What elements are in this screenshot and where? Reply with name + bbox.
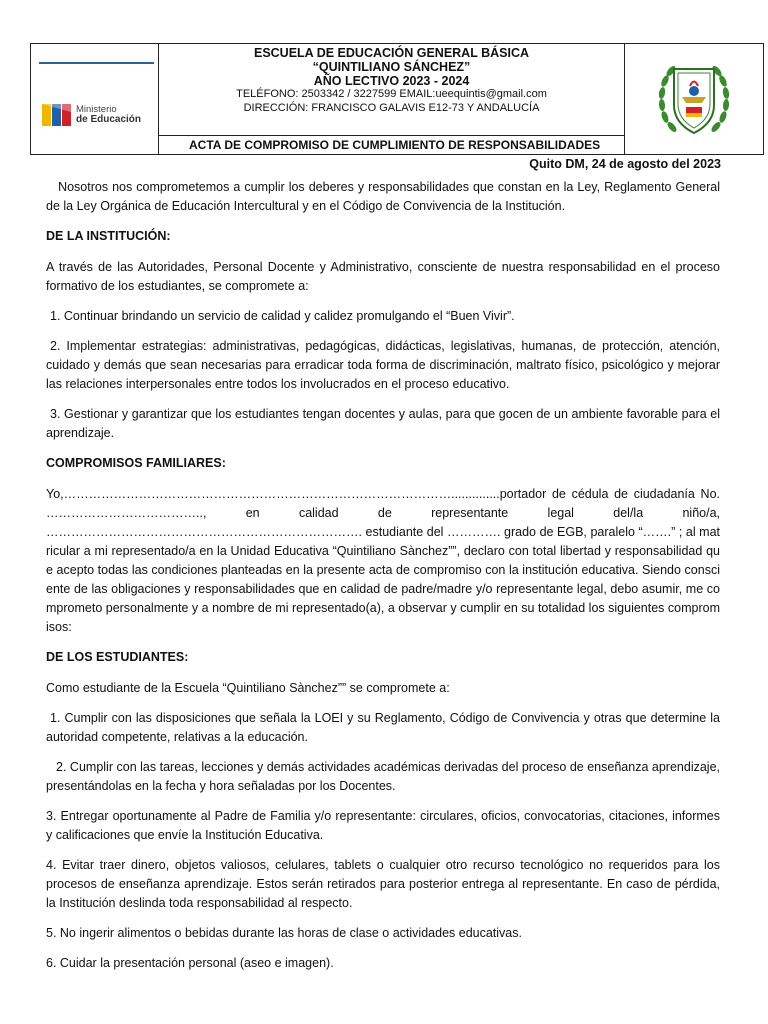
school-info	[159, 44, 624, 136]
family-commitment-paragraph: Yo,…………………………………………………………………………………..............portador de cédula de ciudadanía No. ……………………………….., en calidad de representante legal del/la niño/a, …………………………………………………………………. estudiante del …………. grado de EGB, paralelo “…….” ; al matricular a mi representado/a en la Unidad Educativa “Quintiliano Sànchez””, declaro con total libertad y responsabilidad que acepto todas las condiciones planteadas en la presente acta de compromiso con la institución educativa. Siendo consciente de las obligaciones y responsabilidades que en calidad de padre/madre y/o representante legal, debo asumir, me comprometo personalmente y a nombre de mi representado(a), a observar y cumplir en su totalidad los siguientes compromisos:	[46, 487, 720, 634]
intro-paragraph: Nosotros nos comprometemos a cumplir los deberes y responsabilidades que constan en la Ley, Reglamento General de la Ley Orgánica de Educación Intercultural y en el Código de Convivencia de la Institución.	[46, 180, 724, 213]
document-body	[46, 178, 724, 984]
logo-line1: Ministerio	[76, 104, 117, 115]
document-date: Quito DM, 24 de agosto del 2023	[529, 157, 721, 171]
institution-item-1: 1. Continuar brindando un servicio de calidad y calidez promulgando el “Buen Vivir”.	[50, 309, 515, 323]
section-heading-estudiantes: DE LOS ESTUDIANTES:	[46, 650, 189, 664]
student-item-2: 2. Cumplir con las tareas, lecciones y demás actividades académicas derivadas del proceso de enseñanza aprendizaje, presentándolas en la fecha y hora señaladas por los Docentes.	[46, 760, 720, 793]
logo-divider-line	[39, 62, 154, 64]
institution-intro: A través de las Autoridades, Personal Docente y Administrativo, consciente de nuestra responsabilidad en el proceso formativo de los estudiantes, se compromete a:	[46, 260, 720, 293]
section-heading-institucion: DE LA INSTITUCIÓN:	[46, 229, 171, 243]
ministry-logo-text	[76, 105, 141, 125]
header-center	[159, 44, 624, 154]
institution-item-2: 2. Implementar estrategias: administrativas, pedagógicas, didácticas, legislativas, humanas, de protección, atención, cuidado y demás que sean necesarias para erradicar toda forma de discriminación, maltrato físico, psicológico y mejorar las relaciones interpersonales entre todos los involucrados en el proceso educativo.	[46, 339, 720, 391]
contact-address: DIRECCIÓN: FRANCISCO GALAVIS E12-73 Y ANDALUCÍA	[243, 101, 540, 114]
contact-phone-email: TELÉFONO: 2503342 / 3227599 EMAIL:ueequintis@gmail.com	[236, 88, 547, 100]
student-item-1: 1. Cumplir con las disposiciones que señala la LOEI y su Reglamento, Código de Convivencia y otras que determine la autoridad competente, relativas a la educación.	[46, 711, 720, 744]
school-line1: ESCUELA DE EDUCACIÓN GENERAL BÁSICA	[253, 46, 530, 60]
students-intro: Como estudiante de la Escuela “Quintiliano Sànchez”” se compromete a:	[46, 681, 450, 695]
document-header	[30, 43, 764, 155]
student-item-5: 5. No ingerir alimentos o bebidas durante las horas de clase o actividades educativas.	[46, 926, 522, 940]
school-seal-cell	[624, 44, 763, 154]
logo-line2: de Educación	[76, 114, 142, 125]
acta-title: ACTA DE COMPROMISO DE CUMPLIMIENTO DE RESPONSABILIDADES	[189, 138, 601, 152]
ministry-logo	[42, 102, 141, 128]
student-item-4: 4. Evitar traer dinero, objetos valiosos, celulares, tablets o cualquier otro recurso tecnológico no requeridos para los procesos de enseñanza aprendizaje. Estos serán retirados para posterior entrega al representante. En caso de pérdida, la Institución deslinda toda responsabilidad al respecto.	[46, 858, 720, 910]
school-seal-icon	[656, 57, 732, 141]
school-line2: “QUINTILIANO SÁNCHEZ”	[312, 60, 471, 74]
ministry-logo-cell	[31, 44, 159, 154]
institution-item-3: 3. Gestionar y garantizar que los estudiantes tengan docentes y aulas, para que gocen de un ambiente favorable para el aprendizaje.	[46, 407, 720, 440]
ministry-flag-icon	[42, 102, 72, 128]
student-item-3: 3. Entregar oportunamente al Padre de Familia y/o representante: circulares, oficios, convocatorias, citaciones, informes y calificaciones que envíe la Institución Educativa.	[46, 809, 720, 842]
student-item-6: 6. Cuidar la presentación personal (aseo e imagen).	[46, 956, 334, 970]
school-year: AÑO LECTIVO 2023 - 2024	[313, 74, 470, 88]
section-heading-familiares: COMPROMISOS FAMILIARES:	[46, 456, 226, 470]
